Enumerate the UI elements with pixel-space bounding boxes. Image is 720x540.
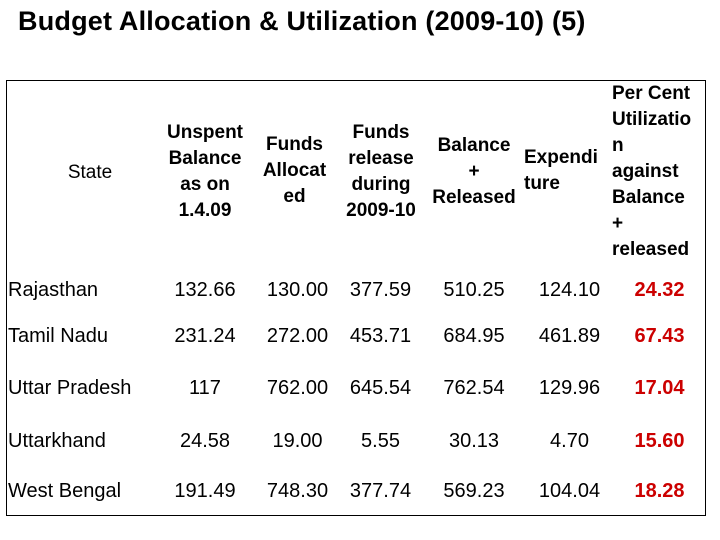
table-row-state: Tamil Nadu	[8, 325, 109, 347]
cell-allocated: 748.30	[266, 480, 329, 502]
header-percent-line: against	[612, 161, 679, 182]
cell-balance-released: 569.23	[443, 480, 505, 502]
header-balance-released	[424, 133, 524, 211]
header-percent-line: +	[612, 213, 624, 234]
cell-released: 377.59	[349, 279, 412, 301]
header-percent-line: Balance	[612, 187, 685, 208]
cell-expenditure: 129.96	[538, 377, 601, 399]
header-percent-line: Utilizatio	[612, 109, 692, 130]
cell-expenditure: 124.10	[538, 279, 601, 301]
cell-unspent: 24.58	[179, 430, 231, 452]
header-funds-allocated	[252, 132, 337, 210]
header-released-line: release	[348, 148, 414, 169]
header-allocated-line: Allocat	[262, 160, 327, 181]
cell-released: 453.71	[349, 325, 412, 347]
header-unspent-balance	[145, 120, 265, 224]
header-balance-line: +	[468, 161, 480, 182]
cell-balance-released: 30.13	[448, 430, 500, 452]
header-funds-released	[336, 120, 426, 224]
header-percent-line: released	[612, 239, 690, 260]
cell-expenditure: 461.89	[538, 325, 601, 347]
header-balance-line: Released	[432, 187, 516, 208]
page-title: Budget Allocation & Utilization (2009-10) (5)	[18, 6, 586, 36]
cell-expenditure: 4.70	[550, 430, 589, 452]
table-row-state: Uttarkhand	[8, 430, 106, 452]
cell-unspent: 231.24	[174, 325, 236, 347]
header-released-line: Funds	[352, 122, 410, 143]
cell-allocated: 762.00	[266, 377, 329, 399]
cell-released: 645.54	[349, 377, 412, 399]
cell-percent: 15.60	[634, 430, 685, 452]
header-percent-line: n	[612, 135, 624, 156]
cell-expenditure: 104.04	[538, 480, 601, 502]
header-expenditure	[524, 145, 614, 197]
cell-percent: 67.43	[634, 325, 685, 347]
header-unspent-line: Balance	[168, 148, 242, 169]
table-row-state: Uttar Pradesh	[8, 377, 132, 399]
cell-allocated: 130.00	[266, 279, 329, 301]
cell-allocated: 19.00	[272, 430, 323, 452]
table-row-state: West Bengal	[8, 480, 122, 502]
header-allocated-line: Funds	[266, 134, 323, 155]
cell-balance-released: 684.95	[443, 325, 505, 347]
header-state: State	[67, 162, 113, 183]
header-released-line: during	[351, 174, 411, 195]
header-unspent-line: as on	[180, 174, 230, 195]
header-expenditure-line: ture	[524, 173, 560, 194]
cell-balance-released: 510.25	[443, 279, 505, 301]
header-percent-utilization	[612, 81, 704, 263]
cell-percent: 24.32	[634, 279, 685, 301]
cell-released: 5.55	[361, 430, 400, 452]
cell-percent: 17.04	[634, 377, 685, 399]
header-expenditure-line: Expendi	[524, 147, 598, 168]
header-unspent-line: 1.4.09	[178, 200, 232, 221]
table-row-state: Rajasthan	[8, 279, 99, 301]
cell-unspent: 191.49	[174, 480, 236, 502]
header-released-line: 2009-10	[346, 200, 416, 221]
cell-balance-released: 762.54	[443, 377, 505, 399]
cell-unspent: 117	[189, 377, 221, 399]
header-allocated-line: ed	[283, 186, 306, 207]
header-balance-line: Balance	[437, 135, 511, 156]
header-unspent-line: Unspent	[167, 122, 243, 143]
cell-percent: 18.28	[634, 480, 685, 502]
cell-released: 377.74	[349, 480, 412, 502]
cell-allocated: 272.00	[266, 325, 329, 347]
header-percent-line: Per Cent	[612, 83, 691, 104]
cell-unspent: 132.66	[174, 279, 236, 301]
